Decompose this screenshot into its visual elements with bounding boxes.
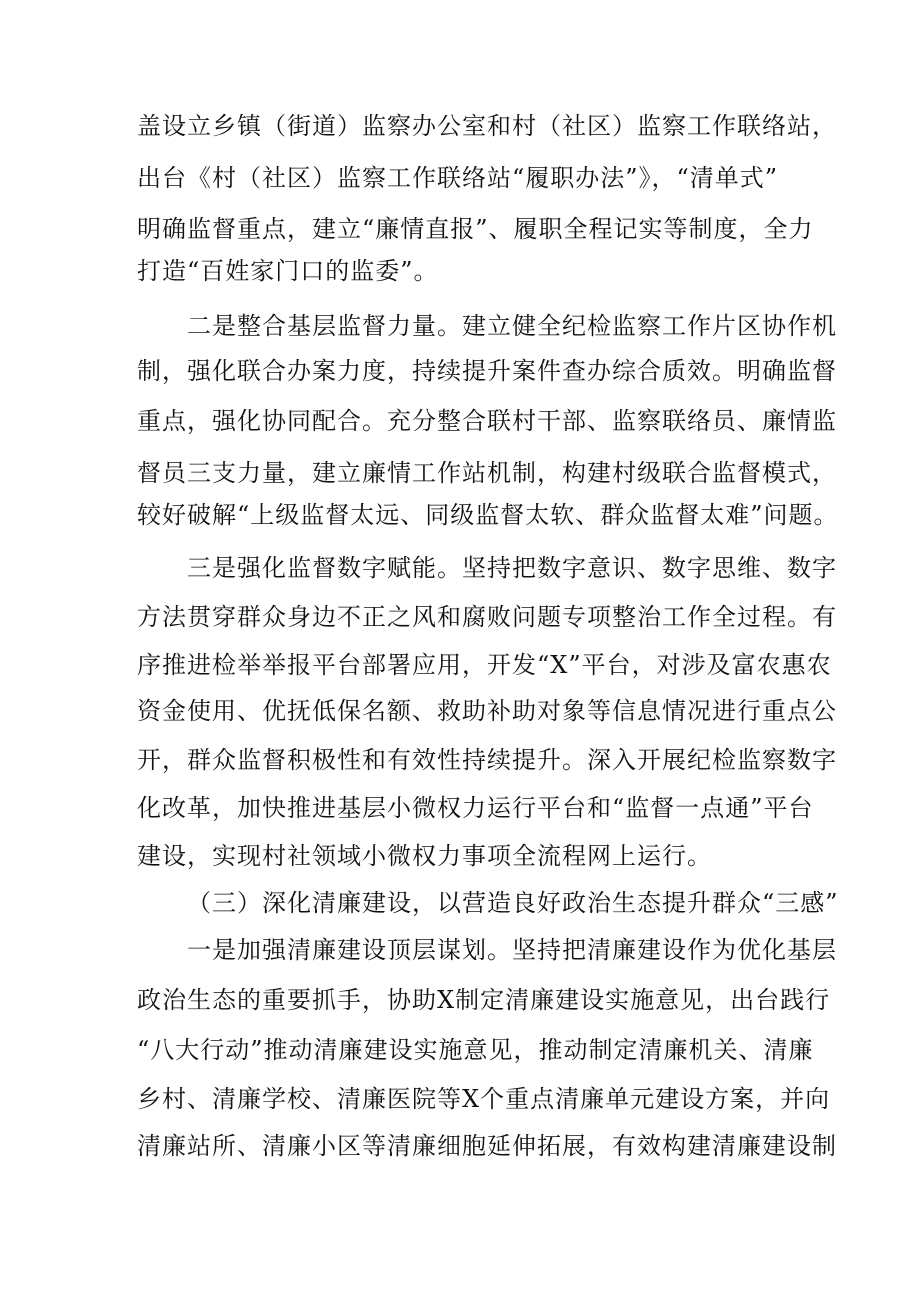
- paragraph-line: 较好破解“上级监督太远、同级监督太软、群众监督太难”问题。: [137, 501, 839, 529]
- paragraph-line: 出台《村（社区）监察工作联络站“履职办法”》，“清单式”: [137, 164, 779, 192]
- paragraph-line: 一是加强清廉建设顶层谋划。坚持把清廉建设作为优化基层: [187, 936, 837, 964]
- paragraph-line: 清廉站所、清廉小区等清廉细胞延伸拓展，有效构建清廉建设制: [137, 1132, 837, 1160]
- paragraph-line: 督员三支力量，建立廉情工作站机制，构建村级联合监督模式，: [137, 459, 837, 487]
- paragraph-line: 重点，强化协同配合。充分整合联村干部、监察联络员、廉情监: [137, 407, 837, 435]
- paragraph-line: “八大行动”推动清廉建设实施意见，推动制定清廉机关、清廉: [137, 1036, 814, 1064]
- section-heading: （三）深化清廉建设，以营造良好政治生态提升群众“三感”: [187, 889, 839, 917]
- paragraph-line: 三是强化监督数字赋能。坚持把数字意识、数字思维、数字: [187, 554, 837, 582]
- paragraph-line: 化改革，加快推进基层小微权力运行平台和“监督一点通”平台: [137, 794, 814, 822]
- paragraph-line: 明确监督重点，建立“廉情直报”、履职全程记实等制度，全力: [137, 215, 814, 243]
- paragraph-line: 政治生态的重要抓手，协助X制定清廉建设实施意见，出台践行: [137, 986, 831, 1014]
- paragraph-line: 资金使用、优抚低保名额、救助补助对象等信息情况进行重点公: [137, 697, 837, 725]
- paragraph-line: 方法贯穿群众身边不正之风和腐败问题专项整治工作全过程。有: [137, 603, 837, 631]
- paragraph-line: 盖设立乡镇（街道）监察办公室和村（社区）监察工作联络站，: [137, 112, 837, 140]
- paragraph-line: 开，群众监督积极性和有效性持续提升。深入开展纪检监察数字: [137, 746, 837, 774]
- paragraph-line: 打造“百姓家门口的监委”。: [137, 257, 439, 285]
- paragraph-line: 序推进检举举报平台部署应用，开发“X”平台，对涉及富农惠农: [137, 651, 832, 679]
- paragraph-line: 二是整合基层监督力量。建立健全纪检监察工作片区协作机: [187, 312, 837, 340]
- paragraph-line: 建设，实现村社领域小微权力事项全流程网上运行。: [137, 842, 712, 870]
- paragraph-line: 乡村、清廉学校、清廉医院等X个重点清廉单元建设方案，并向: [137, 1085, 831, 1113]
- paragraph-line: 制，强化联合办案力度，持续提升案件查办综合质效。明确监督: [137, 357, 837, 385]
